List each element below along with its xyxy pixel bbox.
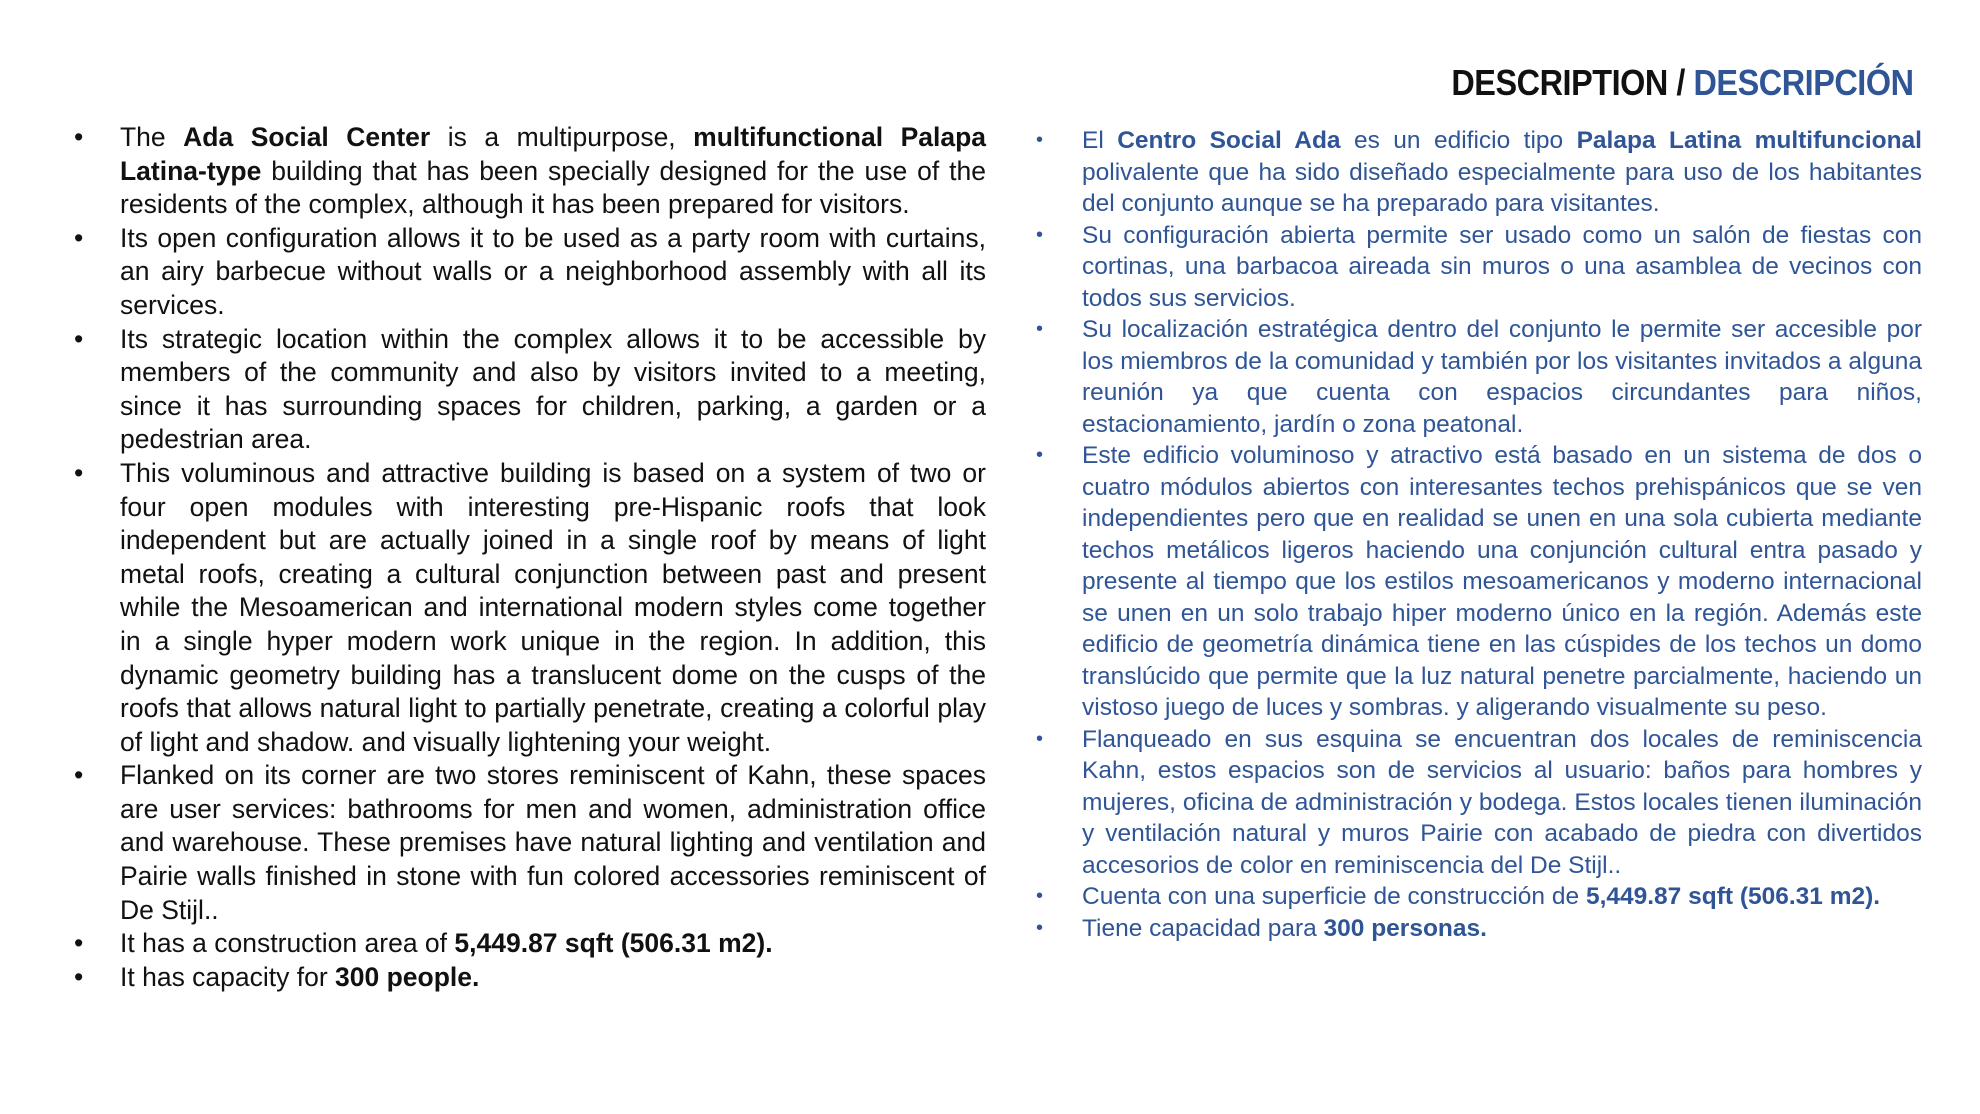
bullet-icon: • — [1036, 885, 1044, 907]
english-item-services: • Flanked on its corner are two stores reminiscent of Kahn, these spaces are user services: bathrooms for men and women, administration office and warehouse. These premises have natural lighting and ventilation and Pairie walls finished in stone with fun colored accessories reminiscent of De Stijl.. — [74, 760, 986, 925]
capacity-value: 300 people. — [335, 961, 480, 992]
bullet-icon: • — [74, 961, 84, 992]
construction-area: 5,449.87 sqft (506.31 m2). — [454, 928, 773, 959]
spanish-item-architecture: • Este edificio voluminoso y atractivo está basado en un sistema de dos o cuatro módulos abiertos con interesantes techos prehispánicos que se ven independientes pero que en realidad se unen en una sola cubierta mediante techos metálicos ligeros haciendo una conjunción cultural entra pasado y presente al tiempo que los estilos mesoamericanos y moderno internacional se unen en un solo trabajo hiper moderno único en la región. Además este edificio de geometría dinámica tiene en las cúspides de los techos un domo translúcido que permite que la luz natural penetre parcialmente, haciendo un vistoso juego de luces y sombras. y aligerando visualmente su peso. — [1036, 442, 1922, 721]
title-english: DESCRIPTION / — [1451, 62, 1694, 103]
spanish-item-area: • Cuenta con una superficie de construcción de 5,449.87 sqft (506.31 m2). — [1082, 881, 1922, 913]
english-item-capacity: • It has capacity for 300 people. — [120, 961, 986, 995]
title-spanish: DESCRIPCIÓN — [1693, 62, 1914, 103]
bullet-icon: • — [74, 222, 84, 253]
english-item-intro: • The Ada Social Center is a multipurpose, multifunctional Palapa Latina-type building that has been specially designed for the use of the residents of the complex, although it has been prepared for visitors. — [74, 122, 987, 220]
spanish-item-services: • Flanqueado en sus esquina se encuentran dos locales de reminiscencia Kahn, estos espacios son de servicios al usuario: baños para hombres y mujeres, oficina de administración y bodega. Estos locales tienen iluminación y ventilación natural y muros Pairie con acabado de piedra con divertidos accesorios de color en reminiscencia del De Stijl.. — [1036, 725, 1922, 879]
construction-area: 5,449.87 sqft (506.31 m2). — [1585, 883, 1881, 910]
center-name: Centro Social Ada — [1117, 127, 1341, 154]
bullet-icon: • — [74, 760, 84, 791]
bullet-icon: • — [1036, 727, 1044, 750]
spanish-item-intro: • El Centro Social Ada es un edificio tipo Palapa Latina multifuncional polivalente que ha sido diseñado especialmente para uso de los habitantes del conjunto aunque se ha preparado para visitantes. — [1036, 127, 1922, 217]
spanish-item-capacity: • Tiene capacidad para 300 personas. — [1082, 913, 1922, 945]
english-item-location: • Its strategic location within the complex allows it to be accessible by members of the community and also by visitors invited to a meeting, since it has surrounding spaces for children, parking, a garden or a pedestrian area. — [74, 323, 986, 455]
building-type: Palapa Latina multifuncional — [1576, 127, 1922, 154]
building-type: multifunctional Palapa Latina-type — [120, 122, 987, 186]
bullet-icon: • — [1036, 444, 1044, 466]
bullet-icon: • — [74, 122, 84, 152]
spanish-description-list — [1036, 125, 1922, 944]
english-item-area: • It has a construction area of 5,449.87 sqft (506.31 m2). — [120, 927, 986, 961]
capacity-value: 300 personas. — [1323, 914, 1487, 942]
bullet-icon: • — [1036, 129, 1044, 151]
page-title — [1452, 62, 1914, 104]
english-description-list — [74, 121, 987, 994]
spanish-item-location: • Su localización estratégica dentro del conjunto le permite ser accesible por los miembros de la comunidad y también por los visitantes invitados a alguna reunión ya que cuenta con espacios circundantes para niños, estacionamiento, jardín o zona peatonal. — [1036, 316, 1922, 438]
bullet-icon: • — [1036, 223, 1044, 246]
bullet-icon: • — [1036, 318, 1044, 340]
bullet-icon: • — [74, 928, 84, 959]
center-name: Ada Social Center — [183, 122, 431, 152]
bullet-icon: • — [74, 323, 84, 354]
english-item-architecture: • This voluminous and attractive building is based on a system of two or four open modules with interesting pre-Hispanic roofs that look independent but are actually joined in a single roof by means of light metal roofs, creating a cultural conjunction between past and present while the Mesoamerican and international modern styles come together in a single hyper modern work unique in the region. In addition, this dynamic geometry building has a translucent dome on the cusps of the roofs that allows natural light to partially penetrate, creating a colorful play of light and shadow. and visually lightening your weight. — [74, 457, 986, 757]
bullet-icon: • — [74, 457, 84, 488]
spanish-item-configuration: • Su configuración abierta permite ser usado como un salón de fiestas con cortinas, una barbacoa aireada sin muros o una asamblea de vecinos con todos sus servicios. — [1036, 221, 1922, 312]
english-item-configuration: • Its open configuration allows it to be used as a party room with curtains, an airy barbecue without walls or a neighborhood assembly with all its services. — [74, 222, 986, 320]
bullet-icon: • — [1036, 916, 1044, 939]
